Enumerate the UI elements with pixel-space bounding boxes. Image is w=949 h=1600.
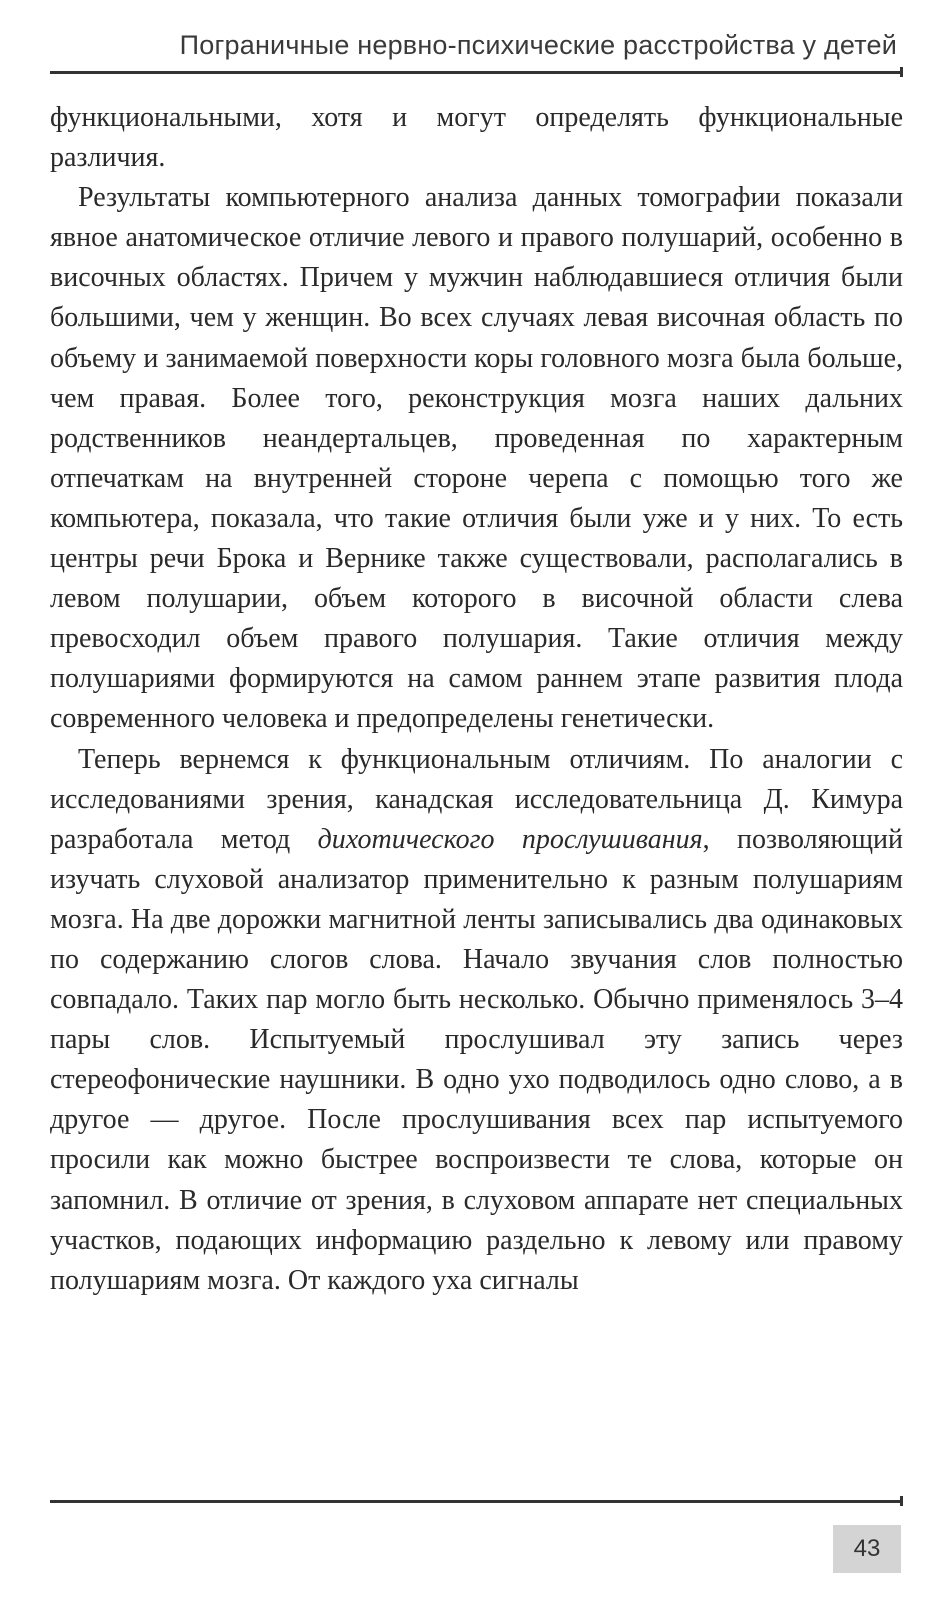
- page-number: 43: [833, 1525, 901, 1573]
- paragraph-2: Результаты компьютерного анализа данных томографии показали явное анатомическое отличие левого и правого полушарий, особенно в височных областях. Причем у мужчин наблюдавшиеся отличия были большими, чем у женщин. Во всех случаях левая височная область по объему и занимаемой поверхности коры головного мозга была больше, чем правая. Более того, реконструкция мозга наших дальних родственников неандертальцев, проведенная по характерным отпечаткам на внутренней стороне черепа с помощью того же компьютера, показала, что такие отличия были уже и у них. То есть центры речи Брока и Вернике также существовали, располагались в левом полушарии, объем которого в височной области слева превосходил объем правого полушария. Такие отличия между полушариями формируются на самом раннем этапе развития плода современного человека и предопределены генетически.: [50, 182, 903, 735]
- footer-rule: [50, 1500, 903, 1503]
- text-body: [50, 98, 903, 1301]
- paragraph-1: функциональными, хотя и могут определять функциональные различия.: [50, 102, 903, 174]
- paragraph-3-before: Теперь вернемся к функциональным отличиям. По аналогии с исследованиями зрения, канадская исследовательница Д. Кимура разработала метод: [50, 743, 903, 855]
- running-head: Пограничные нервно-психические расстройства у детей: [179, 30, 897, 60]
- paragraph-3: [50, 740, 903, 1301]
- paragraph-3-after: , позволяющий изучать слуховой анализатор применительно к разным полушариям мозга. На две дорожки магнитной ленты записывались два одинаковых по содержанию слогов слова. Начало звучания слов полностью совпадало. Таких пар могло быть несколько. Обычно применялось 3–4 пары слов. Испытуемый прослушивал эту запись через стереофонические наушники. В одно ухо подводилось одно слово, а в другое — другое. После прослушивания всех пар испытуемого просили как можно быстрее воспроизвести те слова, которые он запомнил. В отличие от зрения, в слуховом аппарате нет специальных участков, подающих информацию раздельно к левому или правому полушариям мозга. От каждого уха сигналы: [50, 823, 903, 1296]
- term-dichotic-listening: дихотического прослушивания: [317, 823, 703, 855]
- header-rule: [50, 71, 903, 74]
